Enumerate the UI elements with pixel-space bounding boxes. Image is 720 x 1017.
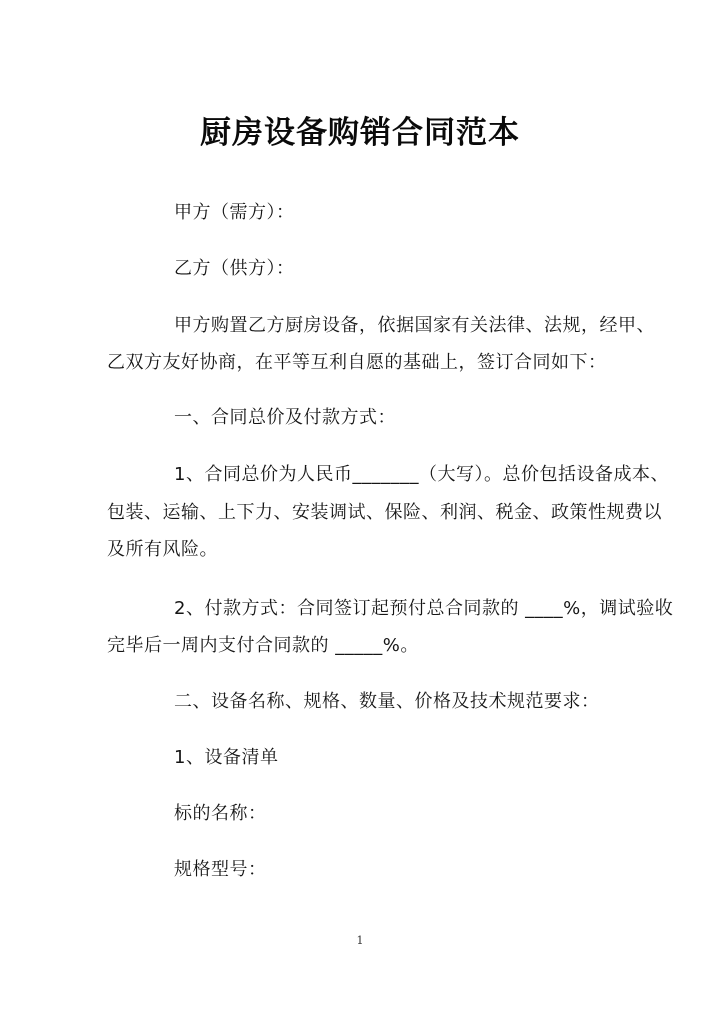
section-2-heading: 二、设备名称、规格、数量、价格及技术规范要求：	[174, 691, 600, 712]
preamble-line-1: 甲方购置乙方厨房设备，依据国家有关法律、法规，经甲、	[174, 315, 655, 336]
page-number: 1	[356, 934, 364, 947]
subject-name-field: 标的名称：	[174, 803, 267, 824]
clause-1-line-3: 及所有风险。	[107, 539, 218, 560]
spec-model-field: 规格型号：	[174, 859, 267, 880]
party-b-label: 乙方（供方）：	[174, 258, 295, 279]
section-1-heading: 一、合同总价及付款方式：	[174, 407, 396, 428]
clause-1-line-2: 包装、运输、上下力、安装调试、保险、利润、税金、政策性规费以	[107, 502, 662, 523]
clause-2-line-1: 2、付款方式：合同签订起预付总合同款的 ____%，调试验收	[174, 598, 674, 619]
preamble-line-2: 乙双方友好协商，在平等互利自愿的基础上，签订合同如下：	[107, 352, 607, 373]
party-a-label: 甲方（需方）：	[174, 202, 295, 223]
clause-2-line-2: 完毕后一周内支付合同款的 _____%。	[107, 635, 419, 656]
clause-1-line-1: 1、合同总价为人民币_______（大写）。总价包括设备成本、	[174, 464, 669, 485]
equipment-list-item: 1、设备清单	[174, 747, 279, 768]
document-title: 厨房设备购销合同范本	[200, 115, 520, 151]
